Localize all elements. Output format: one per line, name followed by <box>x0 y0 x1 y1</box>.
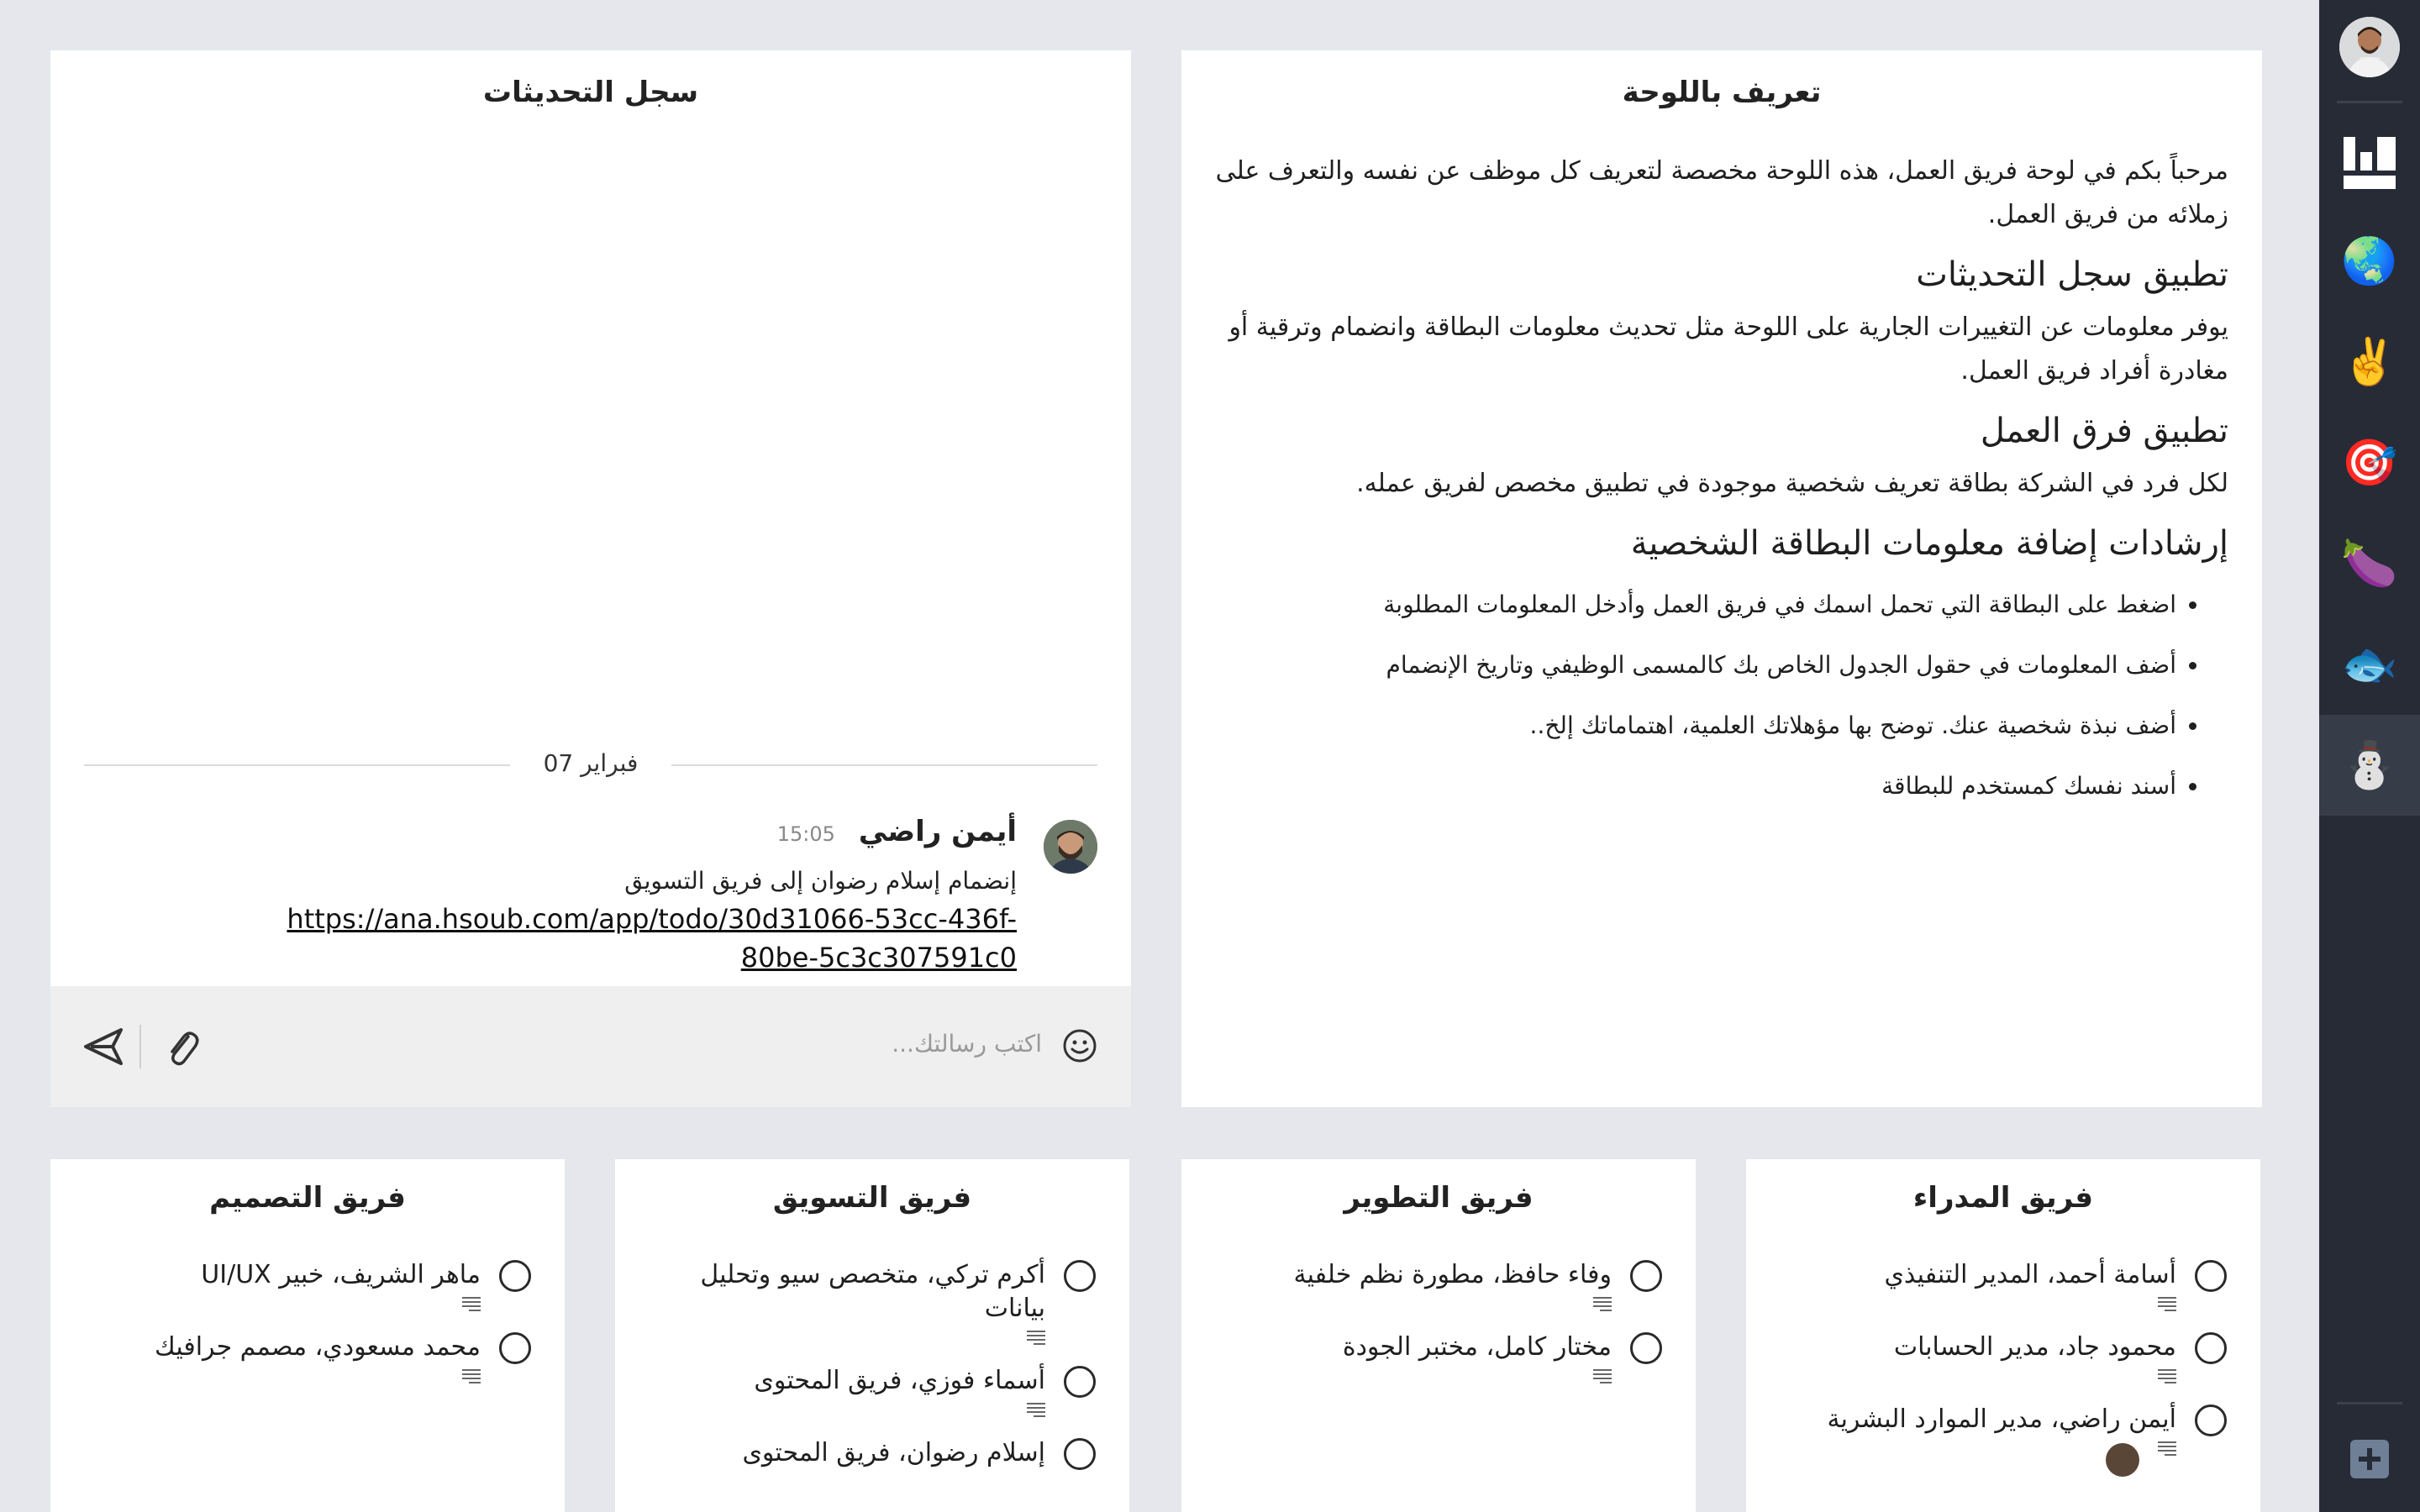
description-icon <box>462 1295 481 1312</box>
member-name[interactable]: محمد مسعودي، مصمم جرافيك <box>155 1332 481 1362</box>
send-button[interactable] <box>84 1028 123 1065</box>
log-app-heading: تطبيق سجل التحديثات <box>1916 255 2228 294</box>
member-name[interactable]: أكرم تركي، متخصص سيو وتحليل بيانات <box>700 1260 1045 1323</box>
send-icon <box>84 1028 123 1065</box>
team-title: فريق التصميم <box>209 1181 406 1215</box>
member-card[interactable] <box>1215 1258 1662 1312</box>
board-list <box>2319 211 2420 816</box>
date-label: 07 فبراير <box>510 749 672 777</box>
guide-list <box>1215 588 2228 803</box>
team-managers-panel <box>1746 1159 2260 1512</box>
smiley-icon <box>1062 1028 1097 1063</box>
member-card[interactable] <box>649 1436 1096 1470</box>
sidebar-divider <box>2337 101 2402 103</box>
team-title: فريق التطوير <box>1344 1181 1534 1215</box>
update-log-panel <box>50 50 1131 1107</box>
member-list <box>50 1258 565 1384</box>
intro-content <box>1181 150 2262 803</box>
description-icon <box>1027 1401 1045 1418</box>
member-checkbox[interactable] <box>2195 1332 2227 1364</box>
member-checkbox[interactable] <box>2195 1260 2227 1292</box>
member-checkbox[interactable] <box>2195 1404 2227 1436</box>
victory-hand-icon: ✌️ <box>2341 335 2398 388</box>
teams-app-heading: تطبيق فرق العمل <box>1980 412 2228 450</box>
description-icon <box>1593 1368 1612 1384</box>
member-card[interactable] <box>1780 1331 2227 1384</box>
team-dev-panel <box>1181 1159 1696 1512</box>
composer-divider <box>139 1025 141 1068</box>
member-list <box>1746 1258 2260 1457</box>
log-message <box>257 815 1097 977</box>
member-card[interactable] <box>649 1364 1096 1418</box>
message-author-avatar[interactable] <box>1044 820 1097 874</box>
description-icon <box>2158 1295 2176 1312</box>
member-checkbox[interactable] <box>1630 1332 1662 1364</box>
message-text: إنضمام إسلام رضوان إلى فريق التسويق <box>624 867 1017 895</box>
log-app-text: يوفر معلومات عن التغييرات الجارية على اللوحة مثل تحديث معلومات البطاقة وانضمام وترقية أو مغادرة أفراد فريق العمل. <box>1228 312 2228 386</box>
team-title: فريق التسويق <box>772 1181 972 1215</box>
guide-item: • أضف المعلومات في حقول الجدول الخاص بك كالمسمى الوظيفي وتاريخ الإنضمام <box>1215 648 2176 682</box>
member-name[interactable]: أسامة أحمد، المدير التنفيذي <box>1884 1260 2176 1289</box>
guide-heading: إرشادات إضافة معلومات البطاقة الشخصية <box>1630 524 2228 563</box>
member-checkbox[interactable] <box>499 1332 531 1364</box>
board-intro-panel <box>1181 50 2262 1107</box>
message-time: 15:05 <box>776 822 835 846</box>
target-icon: 🎯 <box>2341 436 2398 489</box>
log-title: سجل التحديثات <box>482 76 699 109</box>
date-separator <box>50 749 1131 777</box>
team-design-panel <box>50 1159 565 1512</box>
board-target[interactable] <box>2319 412 2420 513</box>
eggplant-icon: 🍆 <box>2341 537 2398 590</box>
emoji-button[interactable] <box>1062 1028 1097 1063</box>
message-author[interactable]: أيمن راضي <box>858 815 1017 848</box>
member-name[interactable]: أيمن راضي، مدير الموارد البشرية <box>1827 1404 2176 1434</box>
teams-app-text: لكل فرد في الشركة بطاقة تعريف شخصية موجودة في تطبيق مخصص لفريق عمله. <box>1356 469 2228 498</box>
member-name[interactable]: إسلام رضوان، فريق المحتوى <box>742 1438 1045 1467</box>
intro-title: تعريف باللوحة <box>1622 76 1822 109</box>
fish-icon: 🐟 <box>2341 638 2398 690</box>
member-card[interactable] <box>1215 1331 1662 1384</box>
member-card[interactable] <box>84 1331 531 1384</box>
member-checkbox[interactable] <box>499 1260 531 1292</box>
member-card[interactable] <box>1780 1258 2227 1312</box>
message-composer <box>50 986 1131 1107</box>
message-input[interactable]: اكتب رسالتك... <box>892 1030 1042 1058</box>
globe-icon: 🌏 <box>2341 234 2398 287</box>
member-name[interactable]: أسماء فوزي، فريق المحتوى <box>754 1366 1045 1395</box>
guide-item: • أضف نبذة شخصية عنك. توضح بها مؤهلاتك العلمية، اهتماماتك إلخ.. <box>1215 709 2176 743</box>
board-eggplant[interactable] <box>2319 513 2420 614</box>
team-marketing-panel <box>615 1159 1129 1512</box>
add-board-button[interactable] <box>2350 1440 2389 1478</box>
member-list <box>1181 1258 1696 1384</box>
member-card[interactable] <box>1780 1403 2227 1457</box>
member-card[interactable] <box>84 1258 531 1312</box>
user-avatar[interactable] <box>2339 17 2400 77</box>
member-checkbox[interactable] <box>1630 1260 1662 1292</box>
guide-item: • أسند نفسك كمستخدم للبطاقة <box>1215 769 2176 803</box>
assignee-avatar[interactable] <box>2106 1443 2139 1477</box>
user-avatar-image <box>2339 17 2400 77</box>
member-checkbox[interactable] <box>1064 1260 1096 1292</box>
snowman-icon: ⛄ <box>2341 738 2398 791</box>
board-fish[interactable] <box>2319 614 2420 715</box>
app-sidebar <box>2319 0 2420 1512</box>
team-title: فريق المدراء <box>1912 1181 2094 1215</box>
board-globe[interactable] <box>2319 211 2420 312</box>
description-icon <box>1027 1329 1045 1346</box>
message-link[interactable]: https://ana.hsoub.com/app/todo/30d31066-53cc-436f-80be-5c3c307591c0 <box>287 903 1017 974</box>
intro-welcome-text: مرحباً بكم في لوحة فريق العمل، هذه اللوحة مخصصة لتعريف كل موظف عن نفسه والتعرف على زملائه من فريق العمل. <box>1215 156 2228 229</box>
description-icon <box>462 1368 481 1384</box>
board-snowman[interactable] <box>2319 715 2420 816</box>
member-checkbox[interactable] <box>1064 1438 1096 1470</box>
member-card[interactable] <box>649 1258 1096 1346</box>
member-name[interactable]: ماهر الشريف، خبير UI/UX <box>201 1260 481 1289</box>
guide-item: • اضغط على البطاقة التي تحمل اسمك في فريق العمل وأدخل المعلومات المطلوبة <box>1215 588 2176 622</box>
paperclip-icon <box>163 1026 202 1068</box>
sidebar-bottom-divider <box>2337 1402 2402 1404</box>
member-name[interactable]: مختار كامل، مختبر الجودة <box>1342 1332 1612 1362</box>
description-icon <box>2158 1440 2176 1457</box>
attach-button[interactable] <box>163 1026 202 1068</box>
member-name[interactable]: وفاء حافظ، مطورة نظم خلفية <box>1293 1260 1612 1289</box>
member-checkbox[interactable] <box>1064 1366 1096 1398</box>
member-name[interactable]: محمود جاد، مدير الحسابات <box>1893 1332 2176 1362</box>
member-list <box>615 1258 1129 1470</box>
description-icon <box>1593 1295 1612 1312</box>
plus-icon <box>2359 1448 2381 1470</box>
description-icon <box>2158 1368 2176 1384</box>
board-victory[interactable] <box>2319 312 2420 412</box>
app-logo-icon[interactable] <box>2344 137 2396 189</box>
